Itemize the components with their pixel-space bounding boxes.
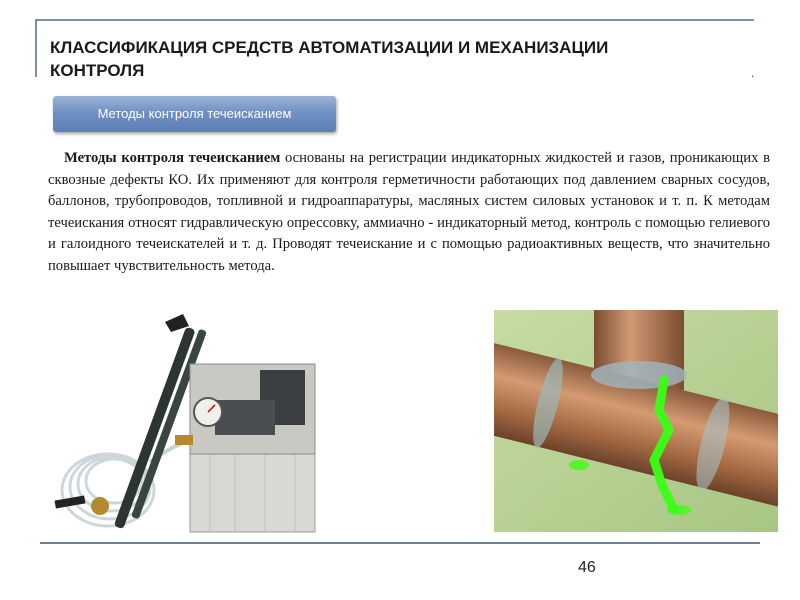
footer-rule [40, 542, 760, 544]
body-paragraph [48, 148, 770, 278]
hydraulic-pump-image [40, 312, 340, 548]
decorative-dot: . [751, 66, 755, 80]
body-lead: Методы контроля течеисканием [64, 150, 281, 166]
section-label: Методы контроля течеисканием [53, 96, 336, 132]
page-number: 46 [578, 559, 596, 576]
frame-top-line [35, 19, 754, 21]
pipe-leak-image [494, 310, 778, 532]
frame-left-line [35, 19, 37, 77]
slide-title: КЛАССИФИКАЦИЯ СРЕДСТВ АВТОМАТИЗАЦИИ И МЕХАНИЗАЦИИ КОНТРОЛЯ [50, 38, 609, 80]
body-text: основаны на регистрации индикаторных жидкостей и газов, проникающих в сквозные дефекты КО. Их применяют для контроля герметичности работающих под давлением сварных сосудов, баллонов, трубопроводов, топливной и гидроаппаратуры, масляных систем силовых установок и т. п. К методам течеискания относят гидравлическую опрессовку, аммиачно - индикаторный метод, контроль с помощью гелиевого и галоидного течеискателей и т. д. Проводят течеискание и с помощью радиоактивных веществ, что значительно повышает чувствительность метода. [48, 150, 770, 274]
